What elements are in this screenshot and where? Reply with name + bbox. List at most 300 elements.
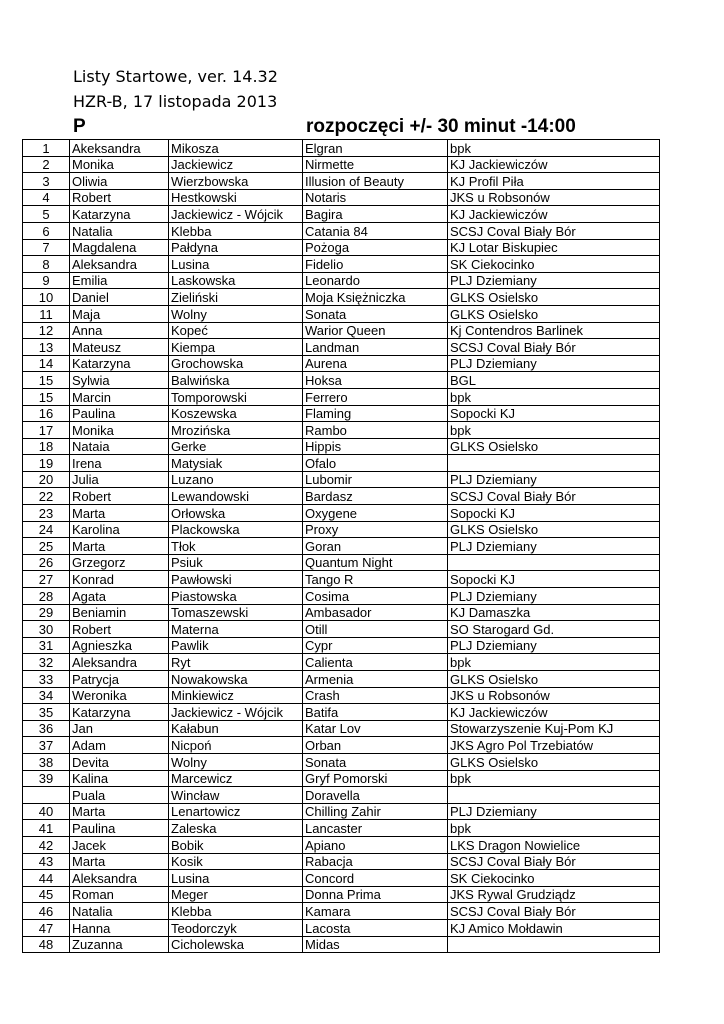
first-name-cell: Emilia [70,272,169,289]
last-name-cell: Luzano [169,471,303,488]
document-header [73,64,278,114]
first-name-cell: Roman [70,886,169,903]
start-number-cell: 43 [23,853,70,870]
last-name-cell: Tłok [169,538,303,555]
start-number-cell: 17 [23,422,70,439]
last-name-cell: Pawłowski [169,571,303,588]
last-name-cell: Wierzbowska [169,173,303,190]
first-name-cell: Marta [70,505,169,522]
horse-name-cell: Hoksa [303,372,448,389]
first-name-cell: Agata [70,588,169,605]
start-number-cell: 44 [23,870,70,887]
start-number-cell: 41 [23,820,70,837]
first-name-cell: Magdalena [70,239,169,256]
start-number-cell: 33 [23,671,70,688]
club-cell: SCSJ Coval Biały Bór [448,853,660,870]
last-name-cell: Pałdyna [169,239,303,256]
start-number-cell: 2 [23,156,70,173]
first-name-cell: Aleksandra [70,870,169,887]
club-cell: KJ Jackiewiczów [448,206,660,223]
club-cell [448,936,660,953]
start-number-cell: 12 [23,322,70,339]
horse-name-cell: Rabacja [303,853,448,870]
section-subtitle: rozpoczęci +/- 30 minut -14:00 [306,116,576,137]
horse-name-cell: Oxygene [303,505,448,522]
table-row [23,289,660,306]
start-number-cell: 31 [23,637,70,654]
table-row [23,787,660,804]
list-title: Listy Startowe, ver. 14.32 [73,67,278,86]
start-number-cell: 10 [23,289,70,306]
club-cell: GLKS Osielsko [448,521,660,538]
table-row [23,189,660,206]
table-row [23,140,660,157]
table-row [23,422,660,439]
last-name-cell: Matysiak [169,455,303,472]
club-cell: GLKS Osielsko [448,289,660,306]
start-number-cell: 15 [23,372,70,389]
last-name-cell: Bobik [169,836,303,853]
club-cell: SCSJ Coval Biały Bór [448,488,660,505]
first-name-cell: Katarzyna [70,355,169,372]
table-row [23,272,660,289]
last-name-cell: Kopeć [169,322,303,339]
horse-name-cell: Chilling Zahir [303,803,448,820]
event-date: HZR-B, 17 listopada 2013 [73,92,278,111]
first-name-cell: Adam [70,737,169,754]
table-row [23,206,660,223]
table-row [23,571,660,588]
table-row [23,471,660,488]
horse-name-cell: Ambasador [303,604,448,621]
club-cell: PLJ Dziemiany [448,588,660,605]
start-number-cell: 36 [23,720,70,737]
first-name-cell: Beniamin [70,604,169,621]
club-cell: SO Starogard Gd. [448,621,660,638]
first-name-cell: Paulina [70,820,169,837]
first-name-cell: Julia [70,471,169,488]
club-cell: KJ Profil Piła [448,173,660,190]
start-number-cell: 28 [23,588,70,605]
first-name-cell: Marta [70,853,169,870]
horse-name-cell: Otill [303,621,448,638]
club-cell: KJ Lotar Biskupiec [448,239,660,256]
horse-name-cell: Tango R [303,571,448,588]
horse-name-cell: Pożoga [303,239,448,256]
horse-name-cell: Warior Queen [303,322,448,339]
horse-name-cell: Armenia [303,671,448,688]
club-cell: KJ Amico Mołdawin [448,919,660,936]
club-cell: Sopocki KJ [448,505,660,522]
last-name-cell: Nowakowska [169,671,303,688]
club-cell: PLJ Dziemiany [448,803,660,820]
start-number-cell: 1 [23,140,70,157]
horse-name-cell: Leonardo [303,272,448,289]
last-name-cell: Minkiewicz [169,687,303,704]
first-name-cell: Agnieszka [70,637,169,654]
first-name-cell: Natalia [70,903,169,920]
first-name-cell: Marta [70,803,169,820]
first-name-cell: Monika [70,156,169,173]
last-name-cell: Lusina [169,870,303,887]
start-number-cell: 42 [23,836,70,853]
start-number-cell: 38 [23,753,70,770]
last-name-cell: Wolny [169,305,303,322]
club-cell: Sopocki KJ [448,405,660,422]
club-cell: bpk [448,140,660,157]
start-number-cell: 35 [23,704,70,721]
start-number-cell: 13 [23,339,70,356]
first-name-cell: Karolina [70,521,169,538]
start-number-cell: 24 [23,521,70,538]
horse-name-cell: Doravella [303,787,448,804]
last-name-cell: Hestkowski [169,189,303,206]
last-name-cell: Jackiewicz [169,156,303,173]
horse-name-cell: Bagira [303,206,448,223]
last-name-cell: Zieliński [169,289,303,306]
table-row [23,753,660,770]
first-name-cell: Robert [70,621,169,638]
start-number-cell: 39 [23,770,70,787]
horse-name-cell: Donna Prima [303,886,448,903]
table-row [23,621,660,638]
club-cell: LKS Dragon Nowielice [448,836,660,853]
first-name-cell: Weronika [70,687,169,704]
first-name-cell: Marta [70,538,169,555]
table-row [23,156,660,173]
table-row [23,588,660,605]
table-row [23,720,660,737]
horse-name-cell: Gryf Pomorski [303,770,448,787]
first-name-cell: Robert [70,189,169,206]
first-name-cell: Mateusz [70,339,169,356]
horse-name-cell: Cypr [303,637,448,654]
horse-name-cell: Bardasz [303,488,448,505]
start-number-cell: 3 [23,173,70,190]
last-name-cell: Wolny [169,753,303,770]
table-row [23,372,660,389]
start-number-cell: 40 [23,803,70,820]
table-row [23,836,660,853]
table-row [23,903,660,920]
last-name-cell: Lewandowski [169,488,303,505]
horse-name-cell: Katar Lov [303,720,448,737]
last-name-cell: Ryt [169,654,303,671]
table-row [23,554,660,571]
table-row [23,820,660,837]
first-name-cell: Konrad [70,571,169,588]
last-name-cell: Cicholewska [169,936,303,953]
table-row [23,239,660,256]
horse-name-cell: Notaris [303,189,448,206]
table-row [23,919,660,936]
club-cell: Kj Contendros Barlinek [448,322,660,339]
horse-name-cell: Quantum Night [303,554,448,571]
club-cell: bpk [448,388,660,405]
last-name-cell: Kiempa [169,339,303,356]
first-name-cell: Jan [70,720,169,737]
table-row [23,538,660,555]
start-number-cell: 4 [23,189,70,206]
club-cell: BGL [448,372,660,389]
last-name-cell: Kosik [169,853,303,870]
club-cell: SCSJ Coval Biały Bór [448,339,660,356]
table-row [23,853,660,870]
club-cell: SCSJ Coval Biały Bór [448,903,660,920]
club-cell: JKS u Robsonów [448,189,660,206]
start-number-cell: 19 [23,455,70,472]
club-cell: PLJ Dziemiany [448,272,660,289]
horse-name-cell: Goran [303,538,448,555]
club-cell: SK Ciekocinko [448,256,660,273]
first-name-cell: Irena [70,455,169,472]
table-row [23,886,660,903]
start-number-cell: 25 [23,538,70,555]
start-list-table [22,139,660,953]
start-number-cell: 18 [23,438,70,455]
horse-name-cell: Concord [303,870,448,887]
last-name-cell: Pawlik [169,637,303,654]
table-row [23,737,660,754]
last-name-cell: Kałabun [169,720,303,737]
start-number-cell: 29 [23,604,70,621]
table-row [23,687,660,704]
club-cell: KJ Jackiewiczów [448,704,660,721]
horse-name-cell: Apiano [303,836,448,853]
last-name-cell: Balwińska [169,372,303,389]
table-row [23,438,660,455]
last-name-cell: Nicpoń [169,737,303,754]
start-number-cell: 48 [23,936,70,953]
horse-name-cell: Ofalo [303,455,448,472]
horse-name-cell: Moja Księżniczka [303,289,448,306]
first-name-cell: Robert [70,488,169,505]
start-number-cell: 22 [23,488,70,505]
start-number-cell: 7 [23,239,70,256]
club-cell [448,554,660,571]
table-row [23,604,660,621]
club-cell: Sopocki KJ [448,571,660,588]
last-name-cell: Teodorczyk [169,919,303,936]
table-row [23,654,660,671]
horse-name-cell: Calienta [303,654,448,671]
club-cell: Stowarzyszenie Kuj-Pom KJ [448,720,660,737]
last-name-cell: Zaleska [169,820,303,837]
horse-name-cell: Orban [303,737,448,754]
club-cell: GLKS Osielsko [448,753,660,770]
first-name-cell: Monika [70,422,169,439]
club-cell: SCSJ Coval Biały Bór [448,222,660,239]
start-number-cell: 14 [23,355,70,372]
horse-name-cell: Flaming [303,405,448,422]
first-name-cell: Oliwia [70,173,169,190]
last-name-cell: Piastowska [169,588,303,605]
table-row [23,936,660,953]
club-cell: JKS Agro Pol Trzebiatów [448,737,660,754]
section-letter: P [73,116,86,137]
table-row [23,339,660,356]
table-row [23,488,660,505]
last-name-cell: Marcewicz [169,770,303,787]
last-name-cell: Mrozińska [169,422,303,439]
table-row [23,505,660,522]
table-row [23,405,660,422]
start-number-cell: 37 [23,737,70,754]
last-name-cell: Laskowska [169,272,303,289]
club-cell: bpk [448,770,660,787]
last-name-cell: Tomaszewski [169,604,303,621]
start-number-cell: 47 [23,919,70,936]
first-name-cell: Sylwia [70,372,169,389]
table-row [23,388,660,405]
start-number-cell: 9 [23,272,70,289]
start-number-cell: 8 [23,256,70,273]
table-row [23,222,660,239]
horse-name-cell: Rambo [303,422,448,439]
first-name-cell: Daniel [70,289,169,306]
club-cell: GLKS Osielsko [448,305,660,322]
last-name-cell: Wincław [169,787,303,804]
first-name-cell: Grzegorz [70,554,169,571]
last-name-cell: Jackiewicz - Wójcik [169,206,303,223]
start-number-cell: 30 [23,621,70,638]
horse-name-cell: Crash [303,687,448,704]
horse-name-cell: Ferrero [303,388,448,405]
club-cell [448,455,660,472]
club-cell: PLJ Dziemiany [448,538,660,555]
first-name-cell: Patrycja [70,671,169,688]
horse-name-cell: Fidelio [303,256,448,273]
club-cell: GLKS Osielsko [448,438,660,455]
last-name-cell: Lenartowicz [169,803,303,820]
club-cell: PLJ Dziemiany [448,471,660,488]
horse-name-cell: Midas [303,936,448,953]
first-name-cell: Kalina [70,770,169,787]
horse-name-cell: Lancaster [303,820,448,837]
table-row [23,322,660,339]
club-cell: PLJ Dziemiany [448,637,660,654]
club-cell: JKS u Robsonów [448,687,660,704]
first-name-cell: Paulina [70,405,169,422]
club-cell: KJ Jackiewiczów [448,156,660,173]
start-number-cell: 15 [23,388,70,405]
first-name-cell: Anna [70,322,169,339]
first-name-cell: Katarzyna [70,704,169,721]
horse-name-cell: Hippis [303,438,448,455]
start-number-cell: 20 [23,471,70,488]
start-number-cell [23,787,70,804]
horse-name-cell: Landman [303,339,448,356]
start-number-cell: 5 [23,206,70,223]
club-cell: PLJ Dziemiany [448,355,660,372]
horse-name-cell: Sonata [303,753,448,770]
first-name-cell: Marcin [70,388,169,405]
table-row [23,305,660,322]
start-number-cell: 23 [23,505,70,522]
table-row [23,671,660,688]
horse-name-cell: Lacosta [303,919,448,936]
club-cell: bpk [448,654,660,671]
horse-name-cell: Batifa [303,704,448,721]
last-name-cell: Grochowska [169,355,303,372]
club-cell: GLKS Osielsko [448,671,660,688]
start-number-cell: 16 [23,405,70,422]
last-name-cell: Tomporowski [169,388,303,405]
last-name-cell: Materna [169,621,303,638]
first-name-cell: Natalia [70,222,169,239]
horse-name-cell: Cosima [303,588,448,605]
first-name-cell: Akeksandra [70,140,169,157]
horse-name-cell: Lubomir [303,471,448,488]
horse-name-cell: Nirmette [303,156,448,173]
start-number-cell: 46 [23,903,70,920]
start-number-cell: 11 [23,305,70,322]
last-name-cell: Jackiewicz - Wójcik [169,704,303,721]
start-number-cell: 26 [23,554,70,571]
club-cell: bpk [448,422,660,439]
last-name-cell: Meger [169,886,303,903]
club-cell: JKS Rywal Grudziądz [448,886,660,903]
club-cell [448,787,660,804]
last-name-cell: Psiuk [169,554,303,571]
table-row [23,455,660,472]
horse-name-cell: Sonata [303,305,448,322]
last-name-cell: Klebba [169,222,303,239]
first-name-cell: Nataia [70,438,169,455]
horse-name-cell: Illusion of Beauty [303,173,448,190]
table-row [23,803,660,820]
start-number-cell: 6 [23,222,70,239]
start-number-cell: 34 [23,687,70,704]
table-row [23,355,660,372]
first-name-cell: Aleksandra [70,256,169,273]
last-name-cell: Mikosza [169,140,303,157]
last-name-cell: Koszewska [169,405,303,422]
club-cell: SK Ciekocinko [448,870,660,887]
last-name-cell: Klebba [169,903,303,920]
table-row [23,770,660,787]
section-heading [73,115,693,139]
table-row [23,870,660,887]
table-row [23,173,660,190]
horse-name-cell: Proxy [303,521,448,538]
first-name-cell: Zuzanna [70,936,169,953]
club-cell: bpk [448,820,660,837]
horse-name-cell: Aurena [303,355,448,372]
first-name-cell: Katarzyna [70,206,169,223]
club-cell: KJ Damaszka [448,604,660,621]
first-name-cell: Devita [70,753,169,770]
last-name-cell: Orłowska [169,505,303,522]
first-name-cell: Maja [70,305,169,322]
last-name-cell: Gerke [169,438,303,455]
start-number-cell: 27 [23,571,70,588]
horse-name-cell: Kamara [303,903,448,920]
first-name-cell: Jacek [70,836,169,853]
start-number-cell: 45 [23,886,70,903]
horse-name-cell: Elgran [303,140,448,157]
first-name-cell: Aleksandra [70,654,169,671]
table-row [23,637,660,654]
first-name-cell: Puala [70,787,169,804]
horse-name-cell: Catania 84 [303,222,448,239]
last-name-cell: Plackowska [169,521,303,538]
table-row [23,704,660,721]
last-name-cell: Lusina [169,256,303,273]
start-number-cell: 32 [23,654,70,671]
table-row [23,521,660,538]
first-name-cell: Hanna [70,919,169,936]
